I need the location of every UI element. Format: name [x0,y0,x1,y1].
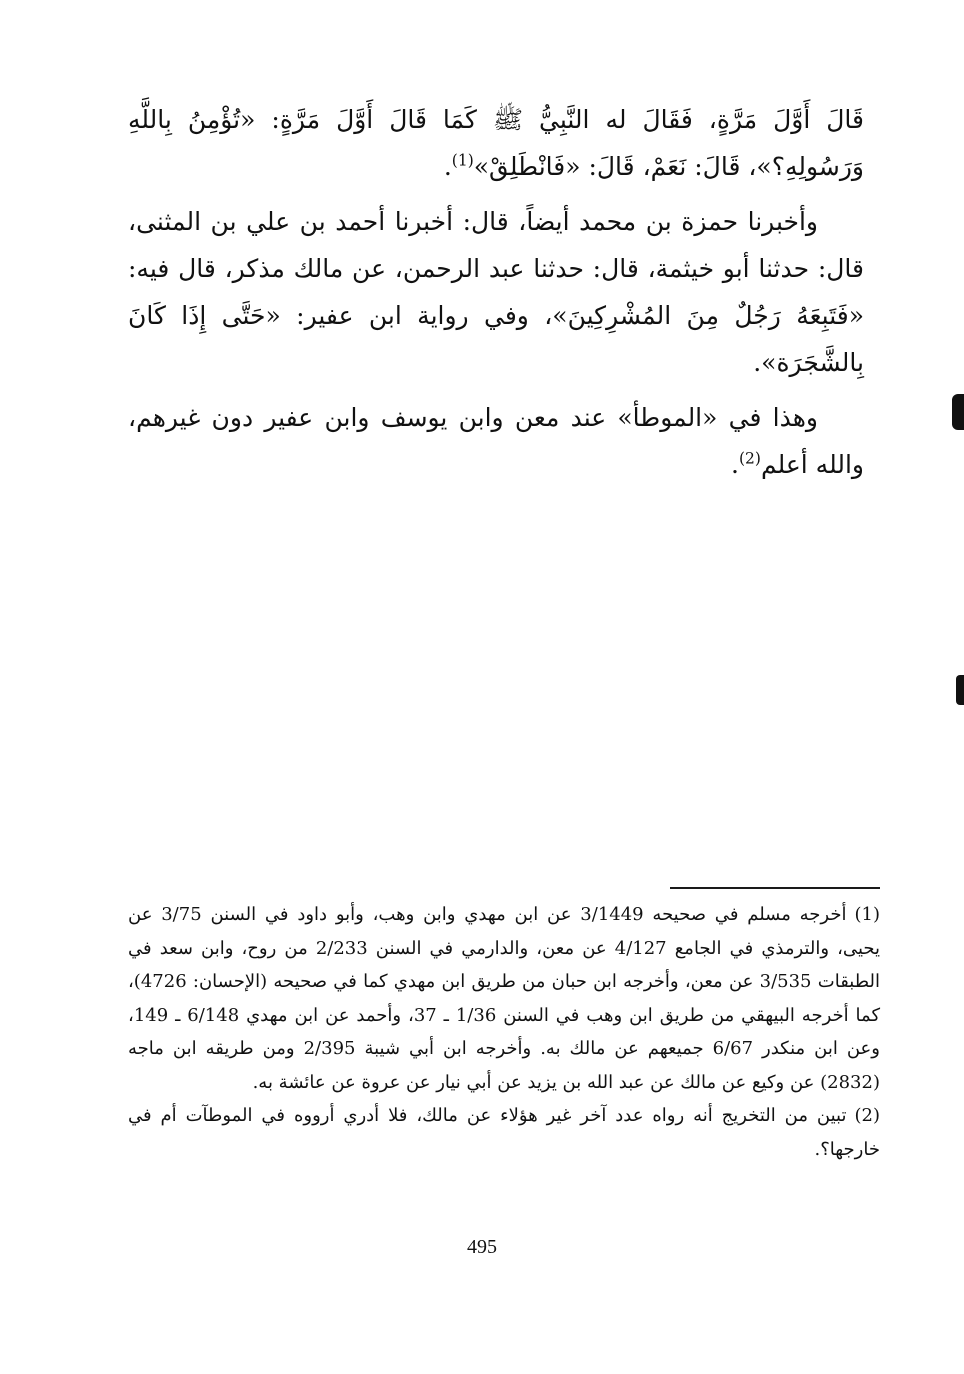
footnote-2 [128,1099,880,1166]
footnote-1-number: (1) [854,904,880,925]
scan-edge-mark [952,394,964,430]
footnote-ref-2: (2) [738,449,761,468]
footnote-separator [670,887,880,889]
paragraph-1-text: قَالَ أَوَّلَ مَرَّةٍ، فَقَالَ له النَّبِيُّ ﷺ كَمَا قَالَ أَوَّلَ مَرَّةٍ: «تُؤْمِنُ بِاللَّهِ وَرَسُولِهِ؟»، قَالَ: نَعَمْ، قَالَ: «فَانْطَلِقْ» [128,105,864,181]
paragraph-3-end: . [731,450,739,479]
footnote-2-text: تبين من التخريج أنه رواه عدد آخر غير هؤلاء عن مالك، فلا أدري أرووه في الموطآت أم في خارجها؟. [128,1105,880,1160]
paragraph-3-text: وهذا في «الموطأ» عند معن وابن يوسف وابن عفير دون غيرهم، والله أعلم [128,403,864,479]
paragraph-1 [128,96,864,190]
main-text [128,96,864,496]
footnote-2-number: (2) [854,1105,881,1126]
paragraph-2-text: وأخبرنا حمزة بن محمد أيضاً، قال: أخبرنا أحمد بن علي بن المثنى، قال: حدثنا أبو خيثمة، قال: حدثنا عبد الرحمن، عن مالك مذكر، قال فيه: «فَتَبِعَهُ رَجُلٌ مِنَ المُشْرِكِينَ»، وفي رواية ابن عفير: «حَتَّى إِذَا كَانَ بِالشَّجَرَة». [128,207,864,377]
scan-edge-mark [956,675,964,705]
paragraph-2 [128,198,864,386]
footnotes [128,898,880,1166]
paragraph-3 [128,394,864,488]
page-number: 495 [467,1236,497,1258]
paragraph-1-end: . [443,152,452,181]
footnote-ref-1: (1) [451,151,474,170]
footnote-1-text: أخرجه مسلم في صحيحه 3/1449 عن ابن مهدي وابن وهب، وأبو داود في السنن 3/75 عن يحيى، والترمذي في الجامع 4/127 عن معن، والدارمي في السنن 2/233 من روح، وابن سعد في الطبقات 3/535 عن معن، وأخرجه ابن حبان من طريق ابن مهدي كما في صحيحه (الإحسان: 4726)، كما أخرجه البيهقي من طريق ابن وهب في السنن 1/36 ـ 37، وأحمد عن ابن مهدي 6/148 ـ 149، وعن ابن منكدر 6/67 جميعهم عن مالك به. وأخرجه ابن أبي شيبة 2/395 ومن طريقه ابن ماجه (2832) عن وكيع عن مالك عن عبد الله بن يزيد عن أبي نيار عن عروة عن عائشة به. [128,904,881,1093]
footnote-1 [128,898,880,1099]
